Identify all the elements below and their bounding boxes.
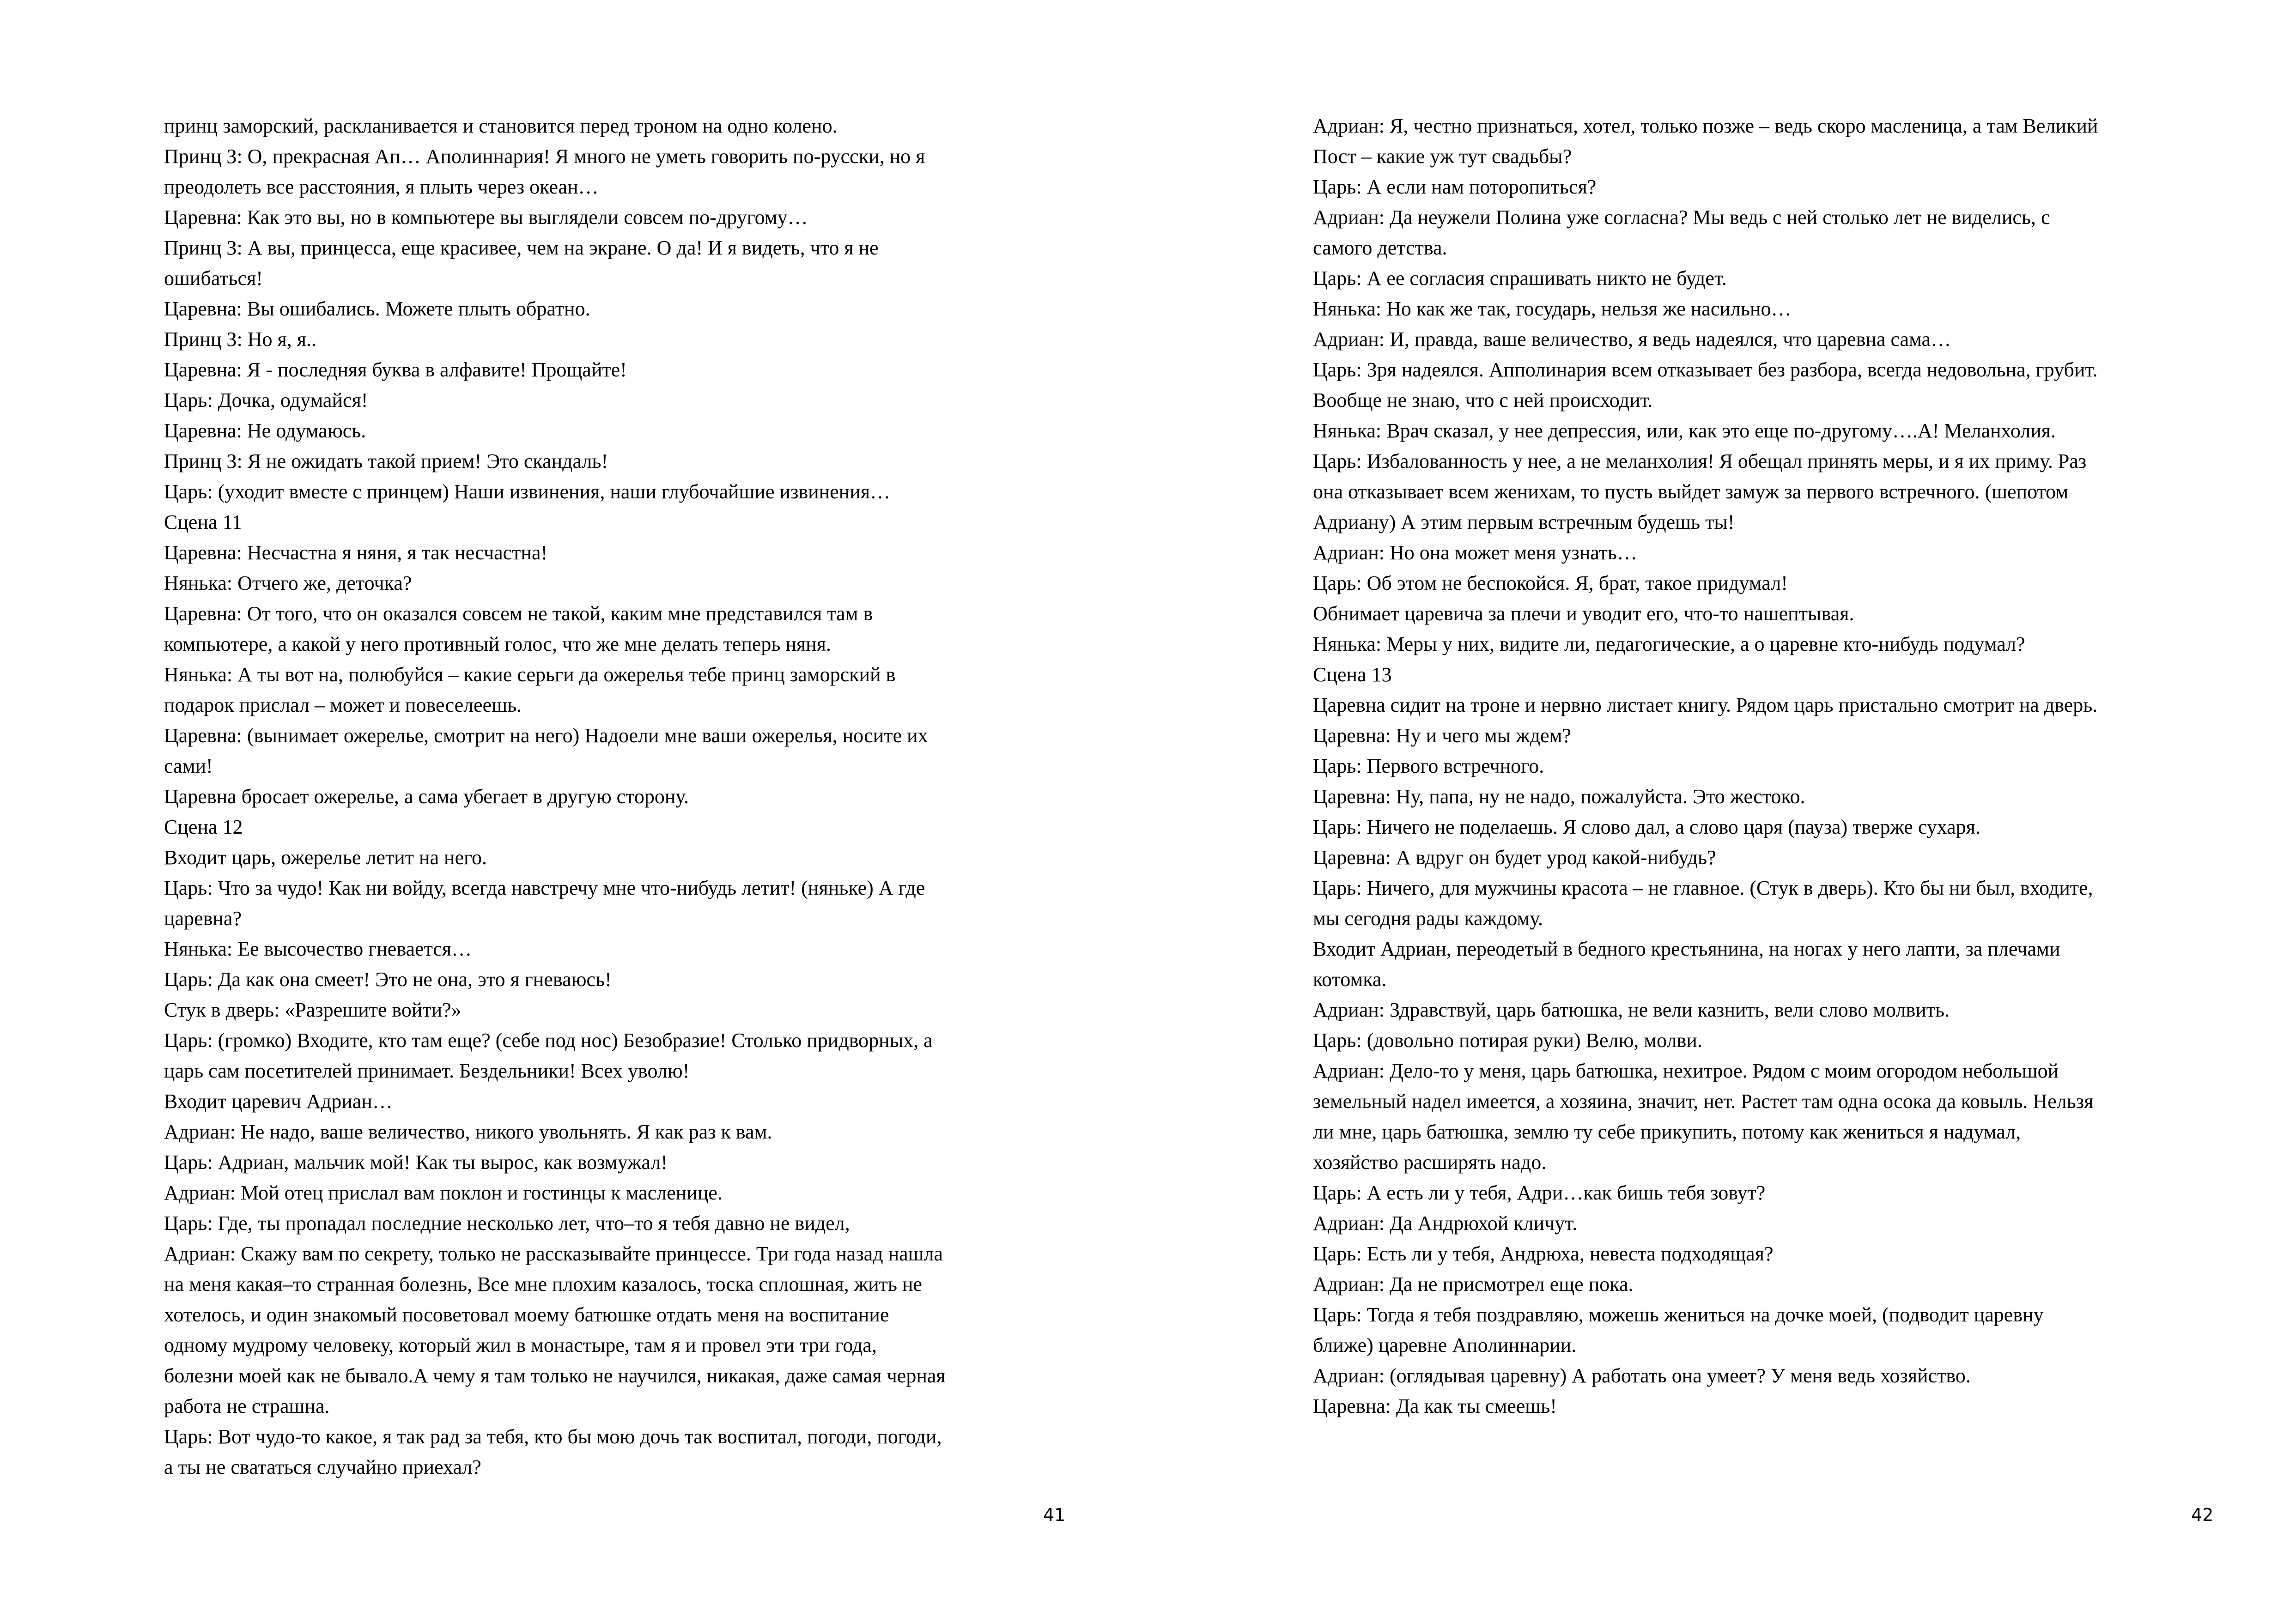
- page-number: 41: [1043, 1505, 1066, 1525]
- text-line: мы сегодня рады каждому.: [1313, 907, 1543, 930]
- text-line: Царевна: Я - последняя буква в алфавите! Прощайте!: [164, 358, 627, 381]
- text-line: принц заморский, раскланивается и становится перед троном на одно колено.: [164, 115, 838, 137]
- text-line: Нянька: Но как же так, государь, нельзя же насильно…: [1313, 297, 1792, 320]
- dialogue-paragraph: [164, 1147, 1060, 1178]
- text-line: Принц З: Но я, я..: [164, 328, 316, 351]
- dialogue-paragraph: [1313, 1361, 2214, 1391]
- dialogue-paragraph: [1313, 172, 2214, 202]
- text-line: хотелось, и один знакомый посоветовал моему батюшке отдать меня на воспитание: [164, 1303, 889, 1326]
- dialogue-paragraph: [164, 660, 1060, 721]
- text-line: Царь: А если нам поторопиться?: [1313, 176, 1597, 198]
- text-line: котомка.: [1313, 968, 1387, 991]
- dialogue-paragraph: [1313, 538, 2214, 568]
- scene-heading: [1313, 660, 2214, 690]
- dialogue-paragraph: [1313, 1300, 2214, 1361]
- text-line: Адриан: Да неужели Полина уже согласна? Мы ведь с ней столько лет не виделись, с: [1313, 206, 2050, 229]
- text-line: земельный надел имеется, а хозяина, значит, нет. Растет там одна осока да ковыль. Нельзя: [1313, 1090, 2094, 1113]
- page-text: [164, 111, 1060, 1483]
- dialogue-paragraph: [164, 538, 1060, 568]
- dialogue-paragraph: [164, 1422, 1060, 1483]
- dialogue-paragraph: [164, 1208, 1060, 1239]
- text-line: Царь: Ничего не поделаешь. Я слово дал, а слово царя (пауза) тверже сухаря.: [1313, 816, 1980, 838]
- text-line: Царевна: От того, что он оказался совсем не такой, каким мне представился там в: [164, 602, 873, 625]
- text-line: Царевна: А вдруг он будет урод какой-нибудь?: [1313, 846, 1716, 869]
- dialogue-paragraph: [164, 385, 1060, 416]
- text-line: Адриан: Здравствуй, царь батюшка, не вели казнить, вели слово молвить.: [1313, 999, 1950, 1021]
- stage-direction: [164, 842, 1060, 873]
- text-line: она отказывает всем женихам, то пусть выйдет замуж за первого встречного. (шепотом: [1313, 480, 2069, 503]
- text-line: компьютере, а какой у него противный голос, что же мне делать теперь няня.: [164, 633, 832, 655]
- dialogue-paragraph: [164, 599, 1060, 660]
- dialogue-paragraph: [164, 202, 1060, 233]
- dialogue-paragraph: [1313, 873, 2214, 934]
- dialogue-paragraph: [164, 964, 1060, 995]
- text-line: Входит царь, ожерелье летит на него.: [164, 846, 487, 869]
- text-line: Царь: Зря надеялся. Апполинария всем отказывает без разбора, всегда недовольна, грубит.: [1313, 358, 2098, 381]
- dialogue-paragraph: [1313, 721, 2214, 751]
- text-line: Адриан: Да Андрюхой кличут.: [1313, 1212, 1578, 1235]
- dialogue-paragraph: [164, 568, 1060, 599]
- text-line: ошибаться!: [164, 267, 263, 290]
- text-line: болезни моей как не бывало.А чему я там только не научился, никакая, даже самая черная: [164, 1364, 946, 1387]
- text-line: Царь: Да как она смеет! Это не она, это я гневаюсь!: [164, 968, 612, 991]
- text-line: Царь: А ее согласия спрашивать никто не будет.: [1313, 267, 1727, 290]
- text-line: Принц З: А вы, принцесса, еще красивее, чем на экране. О да! И я видеть, что я не: [164, 236, 879, 259]
- dialogue-paragraph: [1313, 1391, 2214, 1422]
- page-right: [1148, 0, 2296, 1623]
- text-line: Царь: Избалованность у нее, а не меланхолия! Я обещал принять меры, и я их приму. Раз: [1313, 450, 2087, 472]
- text-line: Адриан: Да не присмотрел еще пока.: [1313, 1273, 1634, 1296]
- text-line: Адриан: Но она может меня узнать…: [1313, 541, 1637, 564]
- dialogue-paragraph: [164, 355, 1060, 385]
- text-line: Царь: Вот чудо-то какое, я так рад за тебя, кто бы мою дочь так воспитал, погоди, погоди,: [164, 1425, 942, 1448]
- text-line: Адриану) А этим первым встречным будешь ты!: [1313, 511, 1735, 533]
- text-line: Нянька: Меры у них, видите ли, педагогические, а о царевне кто-нибудь подумал?: [1313, 633, 2025, 655]
- text-line: Царь: Ничего, для мужчины красота – не главное. (Стук в дверь). Кто бы ни был, входите,: [1313, 877, 2093, 899]
- text-line: Принц З: Я не ожидать такой прием! Это скандаль!: [164, 450, 608, 472]
- text-line: одному мудрому человеку, который жил в монастыре, там я и провел эти три года,: [164, 1334, 877, 1357]
- text-line: Принц З: О, прекрасная Ап… Аполиннария! Я много не уметь говорить по-русски, но я: [164, 145, 925, 168]
- dialogue-paragraph: [1313, 416, 2214, 446]
- text-line: Царевна: Вы ошибались. Можете плыть обратно.: [164, 297, 590, 320]
- text-line: Царевна: Ну и чего мы ждем?: [1313, 724, 1571, 747]
- text-line: Сцена 13: [1313, 663, 1392, 686]
- dialogue-paragraph: [164, 1239, 1060, 1422]
- dialogue-paragraph: [1313, 1208, 2214, 1239]
- stage-direction: [164, 111, 1060, 141]
- page-number: 42: [2191, 1505, 2214, 1525]
- text-line: Адриан: Дело-то у меня, царь батюшка, нехитрое. Рядом с моим огородом небольшой: [1313, 1060, 2059, 1082]
- dialogue-paragraph: [1313, 568, 2214, 599]
- text-line: Адриан: И, правда, ваше величество, я ведь надеялся, что царевна сама…: [1313, 328, 1951, 351]
- text-line: преодолеть все расстояния, я плыть через океан…: [164, 176, 599, 198]
- text-line: Царевна: Ну, папа, ну не надо, пожалуйста. Это жестоко.: [1313, 785, 1805, 808]
- dialogue-paragraph: [1313, 355, 2214, 416]
- dialogue-paragraph: [164, 294, 1060, 324]
- text-line: Нянька: Ее высочество гневается…: [164, 938, 472, 960]
- text-line: Адриан: Не надо, ваше величество, никого увольнять. Я как раз к вам.: [164, 1120, 772, 1143]
- page-text: [1313, 111, 2214, 1422]
- text-line: Царь: Где, ты пропадал последние несколько лет, что–то я тебя давно не видел,: [164, 1212, 850, 1235]
- dialogue-paragraph: [1313, 781, 2214, 812]
- dialogue-paragraph: [164, 934, 1060, 964]
- text-line: Царь: Первого встречного.: [1313, 755, 1544, 777]
- stage-direction: [1313, 599, 2214, 629]
- text-line: Нянька: Врач сказал, у нее депрессия, или, как это еще по-другому….А! Меланхолия.: [1313, 419, 2056, 442]
- dialogue-paragraph: [1313, 842, 2214, 873]
- dialogue-paragraph: [1313, 995, 2214, 1025]
- dialogue-paragraph: [164, 446, 1060, 477]
- text-line: Царевна: Не одумаюсь.: [164, 419, 366, 442]
- dialogue-paragraph: [1313, 202, 2214, 263]
- text-line: Сцена 11: [164, 511, 242, 533]
- dialogue-paragraph: [1313, 629, 2214, 660]
- dialogue-paragraph: [1313, 263, 2214, 294]
- text-line: Адриан: Скажу вам по секрету, только не рассказывайте принцессе. Три года назад нашла: [164, 1242, 943, 1265]
- dialogue-paragraph: [164, 416, 1060, 446]
- dialogue-paragraph: [1313, 1239, 2214, 1269]
- text-line: Адриан: Я, честно признаться, хотел, только позже – ведь скоро масленица, а там Великий: [1313, 115, 2098, 137]
- text-line: Пост – какие уж тут свадьбы?: [1313, 145, 1572, 168]
- dialogue-paragraph: [164, 721, 1060, 781]
- text-line: Обнимает царевича за плечи и уводит его, что-то нашептывая.: [1313, 602, 1854, 625]
- text-line: Сцена 12: [164, 816, 243, 838]
- stage-direction: [1313, 690, 2214, 721]
- text-line: Адриан: (оглядывая царевну) А работать она умеет? У меня ведь хозяйство.: [1313, 1364, 1971, 1387]
- text-line: Царевна: Да как ты смеешь!: [1313, 1395, 1557, 1417]
- dialogue-paragraph: [164, 141, 1060, 202]
- text-line: царь сам посетителей принимает. Бездельники! Всех уволю!: [164, 1060, 690, 1082]
- dialogue-paragraph: [1313, 1025, 2214, 1056]
- text-line: Адриан: Мой отец прислал вам поклон и гостинцы к масленице.: [164, 1181, 723, 1204]
- text-line: сами!: [164, 755, 213, 777]
- dialogue-paragraph: [164, 1117, 1060, 1147]
- text-line: Царевна: Как это вы, но в компьютере вы выглядели совсем по-другому…: [164, 206, 808, 229]
- text-line: а ты не свататься случайно приехал?: [164, 1456, 481, 1478]
- text-line: Царь: (громко) Входите, кто там еще? (себе под нос) Безобразие! Столько придворных, а: [164, 1029, 933, 1052]
- dialogue-paragraph: [1313, 446, 2214, 538]
- text-line: подарок прислал – может и повеселеешь.: [164, 694, 522, 716]
- scene-heading: [164, 812, 1060, 842]
- text-line: Царевна сидит на троне и нервно листает книгу. Рядом царь пристально смотрит на дверь.: [1313, 694, 2098, 716]
- dialogue-paragraph: [1313, 324, 2214, 355]
- text-line: Царь: (довольно потирая руки) Велю, молви.: [1313, 1029, 1702, 1052]
- text-line: на меня какая–то странная болезнь, Все мне плохим казалось, тоска сплошная, жить не: [164, 1273, 923, 1296]
- text-line: ли мне, царь батюшка, землю ту себе прикупить, потому как жениться я надумал,: [1313, 1120, 2021, 1143]
- text-line: Царь: (уходит вместе с принцем) Наши извинения, наши глубочайшие извинения…: [164, 480, 891, 503]
- dialogue-paragraph: [1313, 1056, 2214, 1178]
- text-line: Царевна бросает ожерелье, а сама убегает в другую сторону.: [164, 785, 689, 808]
- text-line: царевна?: [164, 907, 242, 930]
- dialogue-paragraph: [1313, 812, 2214, 842]
- dialogue-paragraph: [164, 324, 1060, 355]
- dialogue-paragraph: [1313, 1178, 2214, 1208]
- text-line: Царь: Дочка, одумайся!: [164, 389, 368, 412]
- text-line: ближе) царевне Аполиннарии.: [1313, 1334, 1577, 1357]
- dialogue-paragraph: [1313, 111, 2214, 172]
- scene-heading: [164, 507, 1060, 538]
- text-line: Царь: Что за чудо! Как ни войду, всегда навстречу мне что-нибудь летит! (няньке) А где: [164, 877, 925, 899]
- text-line: Входит Адриан, переодетый в бедного крестьянина, на ногах у него лапти, за плечами: [1313, 938, 2060, 960]
- text-line: Царь: Об этом не беспокойся. Я, брат, такое придумал!: [1313, 572, 1788, 594]
- text-line: хозяйство расширять надо.: [1313, 1151, 1547, 1174]
- stage-direction: [164, 995, 1060, 1025]
- text-line: Вообще не знаю, что с ней происходит.: [1313, 389, 1653, 412]
- text-line: Царь: Адриан, мальчик мой! Как ты вырос, как возмужал!: [164, 1151, 668, 1174]
- dialogue-paragraph: [1313, 751, 2214, 781]
- text-line: Нянька: А ты вот на, полюбуйся – какие серьги да ожерелья тебе принц заморский в: [164, 663, 896, 686]
- text-line: Царь: А есть ли у тебя, Адри…как бишь тебя зовут?: [1313, 1181, 1766, 1204]
- text-line: Царевна: (вынимает ожерелье, смотрит на него) Надоели мне ваши ожерелья, носите их: [164, 724, 928, 747]
- stage-direction: [164, 1086, 1060, 1117]
- stage-direction: [1313, 934, 2214, 995]
- text-line: Стук в дверь: «Разрешите войти?»: [164, 999, 462, 1021]
- dialogue-paragraph: [164, 1025, 1060, 1086]
- dialogue-paragraph: [1313, 1269, 2214, 1300]
- text-line: работа не страшна.: [164, 1395, 330, 1417]
- text-line: Царь: Есть ли у тебя, Андрюха, невеста подходящая?: [1313, 1242, 1774, 1265]
- dialogue-paragraph: [164, 477, 1060, 507]
- stage-direction: [164, 781, 1060, 812]
- text-line: Нянька: Отчего же, деточка?: [164, 572, 412, 594]
- text-line: Царь: Тогда я тебя поздравляю, можешь жениться на дочке моей, (подводит царевну: [1313, 1303, 2044, 1326]
- dialogue-paragraph: [164, 233, 1060, 294]
- dialogue-paragraph: [1313, 294, 2214, 324]
- text-line: Входит царевич Адриан…: [164, 1090, 393, 1113]
- text-line: Царевна: Несчастна я няня, я так несчастна!: [164, 541, 548, 564]
- text-line: самого детства.: [1313, 236, 1447, 259]
- dialogue-paragraph: [164, 1178, 1060, 1208]
- dialogue-paragraph: [164, 873, 1060, 934]
